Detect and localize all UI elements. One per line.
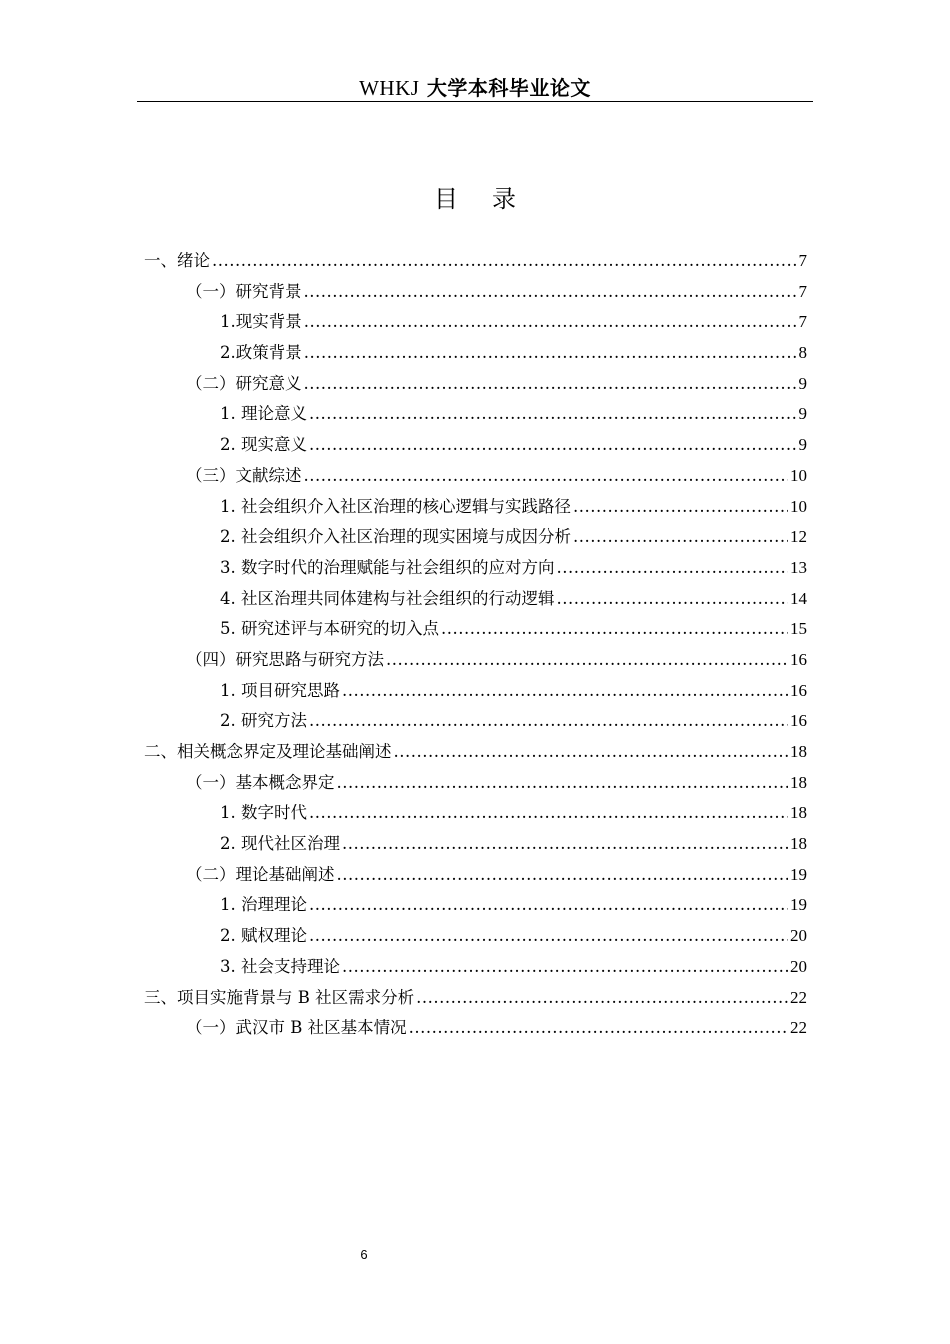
toc-entry[interactable] bbox=[144, 860, 807, 891]
toc-leader-dots bbox=[409, 1013, 788, 1044]
toc-entry[interactable] bbox=[144, 829, 807, 860]
toc-entry-page: 9 bbox=[798, 435, 807, 455]
toc-entry-page: 8 bbox=[798, 343, 807, 363]
toc-entry[interactable] bbox=[144, 522, 807, 553]
toc-entry-label: 2.政策背景 bbox=[220, 343, 302, 363]
toc-entry[interactable] bbox=[144, 798, 807, 829]
toc-entry-label: 2. 现代社区治理 bbox=[220, 834, 340, 854]
toc-entry-label: （一）武汉市 B 社区基本情况 bbox=[186, 1018, 407, 1038]
header-rule bbox=[137, 101, 813, 102]
toc-entry-page: 20 bbox=[790, 956, 807, 976]
toc-leader-dots bbox=[557, 584, 789, 615]
toc-entry[interactable] bbox=[144, 430, 807, 461]
toc-entry-label: （一）研究背景 bbox=[186, 281, 302, 301]
toc-leader-dots bbox=[394, 737, 789, 768]
toc-entry[interactable] bbox=[144, 921, 807, 952]
toc-leader-dots bbox=[386, 645, 788, 676]
toc-leader-dots bbox=[309, 890, 788, 921]
toc-entry[interactable] bbox=[144, 983, 807, 1014]
toc-entry-label: 3. 数字时代的治理赋能与社会组织的应对方向 bbox=[220, 557, 555, 577]
toc-leader-dots bbox=[304, 461, 789, 492]
toc-entry-page: 10 bbox=[790, 496, 807, 516]
toc-entry-label: （二）理论基础阐述 bbox=[186, 864, 335, 884]
toc-entry-page: 7 bbox=[798, 281, 807, 301]
toc-entry-page: 9 bbox=[798, 404, 807, 424]
toc-entry[interactable] bbox=[144, 338, 807, 369]
toc-leader-dots bbox=[304, 338, 797, 369]
toc-entry[interactable] bbox=[144, 645, 807, 676]
toc-entry-page: 19 bbox=[790, 895, 807, 915]
toc-entry-page: 10 bbox=[790, 465, 807, 485]
toc-leader-dots bbox=[309, 798, 788, 829]
page-header-title bbox=[137, 72, 813, 101]
toc-entry-page: 9 bbox=[798, 373, 807, 393]
toc-entry-page: 22 bbox=[790, 987, 807, 1007]
toc-entry-page: 7 bbox=[798, 312, 807, 332]
toc-leader-dots bbox=[342, 829, 788, 860]
toc-entry-label: 1. 社会组织介入社区治理的核心逻辑与实践路径 bbox=[220, 496, 571, 516]
toc-entry-label: 1. 理论意义 bbox=[220, 404, 307, 424]
toc-entry-page: 13 bbox=[790, 557, 807, 577]
toc-entry-page: 20 bbox=[790, 926, 807, 946]
toc-entry-page: 12 bbox=[790, 527, 807, 547]
toc-leader-dots bbox=[309, 706, 788, 737]
toc-leader-dots bbox=[304, 369, 797, 400]
toc-leader-dots bbox=[309, 399, 797, 430]
toc-entry-page: 18 bbox=[790, 803, 807, 823]
toc-entry[interactable] bbox=[144, 768, 807, 799]
toc-entry[interactable] bbox=[144, 737, 807, 768]
toc-entry-label: （三）文献综述 bbox=[186, 465, 302, 485]
toc-entry[interactable] bbox=[144, 277, 807, 308]
toc-leader-dots bbox=[309, 921, 788, 952]
toc-leader-dots bbox=[304, 307, 797, 338]
toc-entry[interactable] bbox=[144, 369, 807, 400]
toc-entry-page: 16 bbox=[790, 711, 807, 731]
toc-entry-label: （一）基本概念界定 bbox=[186, 772, 335, 792]
toc-entry-label: 1. 治理理论 bbox=[220, 895, 307, 915]
toc-entry[interactable] bbox=[144, 553, 807, 584]
toc-entry-label: 1.现实背景 bbox=[220, 312, 302, 332]
toc-entry-label: 2. 赋权理论 bbox=[220, 926, 307, 946]
toc-leader-dots bbox=[416, 983, 788, 1014]
toc-entry-page: 18 bbox=[790, 834, 807, 854]
toc-leader-dots bbox=[573, 522, 788, 553]
toc-entry[interactable] bbox=[144, 492, 807, 523]
toc-leader-dots bbox=[337, 768, 789, 799]
toc-leader-dots bbox=[309, 430, 797, 461]
toc-leader-dots bbox=[342, 676, 788, 707]
toc-entry-page: 18 bbox=[790, 742, 807, 761]
table-of-contents bbox=[144, 246, 807, 1044]
toc-entry-label: 4. 社区治理共同体建构与社会组织的行动逻辑 bbox=[220, 588, 555, 608]
toc-entry[interactable] bbox=[144, 706, 807, 737]
toc-entry[interactable] bbox=[144, 461, 807, 492]
toc-leader-dots bbox=[441, 614, 788, 645]
toc-entry[interactable] bbox=[144, 1013, 807, 1044]
toc-entry-label: 3. 社会支持理论 bbox=[220, 956, 340, 976]
toc-entry-label: （四）研究思路与研究方法 bbox=[186, 649, 384, 669]
toc-entry-page: 16 bbox=[790, 680, 807, 700]
toc-entry-label: （二）研究意义 bbox=[186, 373, 302, 393]
toc-entry-page: 22 bbox=[790, 1018, 807, 1038]
toc-entry[interactable] bbox=[144, 399, 807, 430]
toc-entry-label: 一、绪论 bbox=[144, 251, 210, 270]
toc-leader-dots bbox=[337, 860, 789, 891]
header-title-latin: WHKJ bbox=[359, 76, 420, 100]
toc-entry-label: 1. 数字时代 bbox=[220, 803, 307, 823]
toc-entry-label: 2. 现实意义 bbox=[220, 435, 307, 455]
toc-leader-dots bbox=[557, 553, 789, 584]
toc-leader-dots bbox=[342, 952, 788, 983]
toc-entry-page: 14 bbox=[790, 588, 807, 608]
toc-entry-label: 2. 社会组织介入社区治理的现实困境与成因分析 bbox=[220, 527, 571, 547]
toc-entry-page: 18 bbox=[790, 772, 807, 792]
toc-entry-page: 19 bbox=[790, 864, 807, 884]
toc-entry[interactable] bbox=[144, 246, 807, 277]
header-title-cjk: 大学本科毕业论文 bbox=[419, 76, 591, 100]
toc-entry-label: 二、相关概念界定及理论基础阐述 bbox=[144, 742, 392, 761]
page-number: 6 bbox=[360, 1247, 368, 1262]
toc-entry[interactable] bbox=[144, 676, 807, 707]
toc-title: 目录 bbox=[434, 185, 550, 213]
toc-entry[interactable] bbox=[144, 952, 807, 983]
toc-entry-label: 2. 研究方法 bbox=[220, 711, 307, 731]
toc-entry-label: 1. 项目研究思路 bbox=[220, 680, 340, 700]
toc-leader-dots bbox=[304, 277, 797, 308]
toc-entry[interactable] bbox=[144, 890, 807, 921]
toc-entry[interactable] bbox=[144, 584, 807, 615]
toc-entry-page: 16 bbox=[790, 649, 807, 669]
toc-entry-label: 三、项目实施背景与 B 社区需求分析 bbox=[144, 987, 415, 1007]
toc-entry[interactable] bbox=[144, 307, 807, 338]
toc-entry[interactable] bbox=[144, 614, 807, 645]
toc-entry-page: 7 bbox=[798, 251, 807, 270]
toc-leader-dots bbox=[573, 492, 788, 523]
toc-entry-label: 5. 研究述评与本研究的切入点 bbox=[220, 619, 439, 639]
toc-entry-page: 15 bbox=[790, 619, 807, 639]
toc-leader-dots bbox=[212, 246, 797, 277]
